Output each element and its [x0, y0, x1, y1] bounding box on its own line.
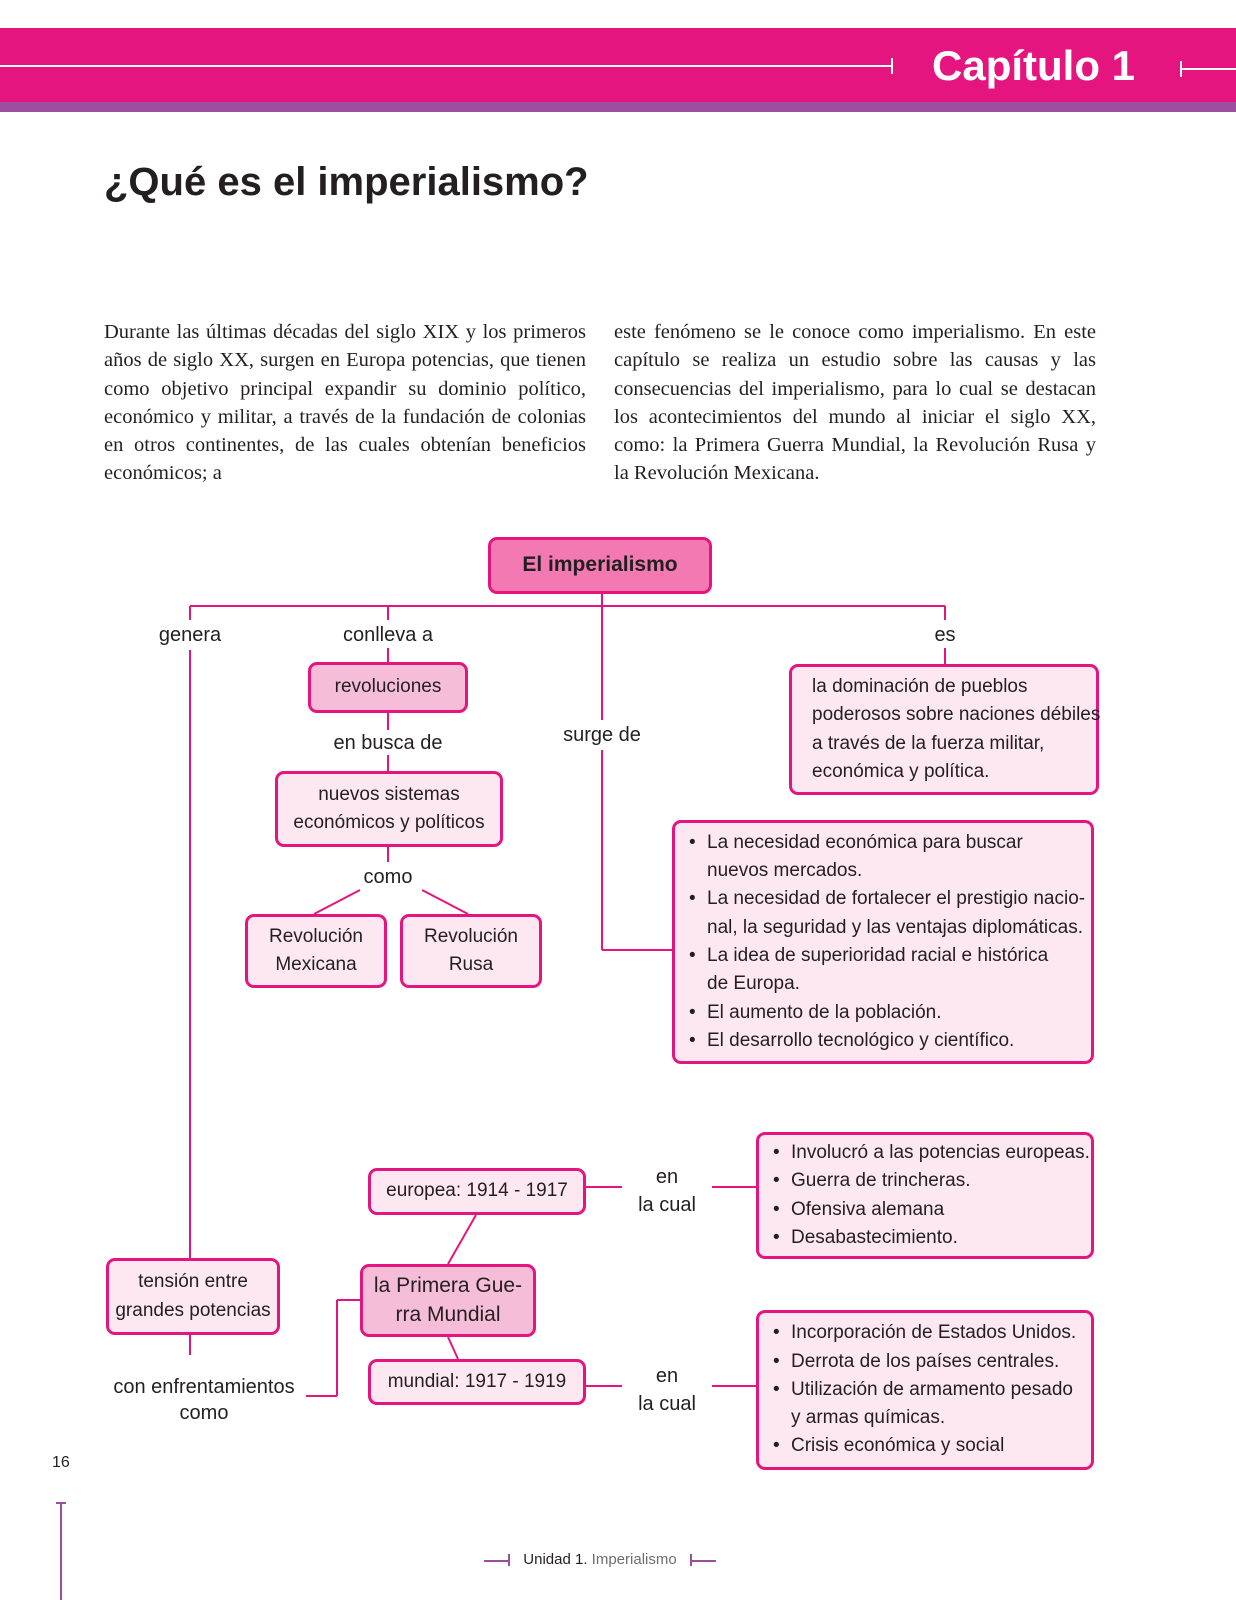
label-es: es — [934, 624, 956, 646]
node-nuevos-sistemas — [275, 771, 503, 847]
causa-item: • El aumento de la población. — [689, 999, 1091, 1027]
node-fase-europea — [368, 1168, 586, 1215]
node-tension-line-1: tensión entre — [138, 1271, 248, 1293]
node-guerra-line-1: la Primera Gue- — [373, 1274, 523, 1298]
hecho-item: • Involucró a las potencias europeas. — [773, 1139, 1091, 1167]
label-genera: genera — [158, 624, 222, 646]
hecho-item: • Desabastecimiento. — [773, 1224, 1091, 1252]
page-number: 16 — [52, 1454, 70, 1471]
footer-topic: Imperialismo — [591, 1551, 677, 1568]
connector-como-rusa — [422, 890, 468, 914]
connector-guerra-mundial — [448, 1337, 458, 1359]
node-mexicana-line-1: Revolución — [269, 925, 363, 947]
node-fase-mundial — [368, 1359, 586, 1405]
label-en-cual-1-bottom: la cual — [638, 1194, 696, 1216]
mundial-hechos-list — [773, 1319, 1091, 1460]
node-revolucion-rusa — [400, 914, 542, 988]
node-revoluciones-label: revoluciones — [334, 676, 442, 698]
causa-item: • El desarrollo tecnológico y científico. — [689, 1027, 1091, 1055]
node-causas — [672, 820, 1094, 1064]
node-mexicana-line-2: Mexicana — [275, 954, 357, 975]
hecho-item: • Ofensiva alemana — [773, 1196, 1091, 1224]
intro-paragraph-left: Durante las últimas décadas del siglo XIX y los primeros años de siglo XX, surgen en Europa potencias, que tienen como objetivo principal expandir su dominio político, económico y militar, a través de la fundación de colonias en otros continentes, de las cuales obtenían beneficios económicos; a — [104, 321, 586, 485]
node-europea-hechos — [756, 1132, 1094, 1259]
label-enfrentamientos: con enfrentamientos — [113, 1376, 295, 1398]
node-rusa-line-1: Revolución — [424, 925, 518, 947]
footer — [480, 1548, 720, 1572]
root-node — [488, 537, 712, 594]
label-enfrentamientos-como: como — [179, 1402, 229, 1424]
margin-rule-tick — [56, 1502, 66, 1504]
causas-list — [689, 829, 1091, 1055]
chapter-title: Capítulo 1 — [932, 42, 1136, 89]
hecho-item: • Guerra de trincheras. — [773, 1167, 1091, 1195]
node-definicion-line-1: la dominación de pueblos — [812, 675, 1028, 697]
intro-paragraph-right: este fenómeno se le conoce como imperialismo. En este capítulo se realiza un estudio sobre las causas y las consecuencias del imperialismo, para lo cual se destacan los acontecimientos del mundo al iniciar el siglo XX, como: la Primera Guerra Mundial, la Revolución Rusa y la Revolución Mexicana. — [614, 321, 1096, 485]
hecho-item-continuation: y armas químicas. — [791, 1407, 946, 1429]
label-como: como — [363, 866, 413, 888]
label-busca: en busca de — [333, 732, 443, 754]
node-definicion-line-2: poderosos sobre naciones débiles — [812, 704, 1101, 726]
causa-item-continuation: nuevos mercados. — [707, 860, 863, 882]
europea-hechos-list — [773, 1139, 1091, 1252]
causa-item: • La idea de superioridad racial e histórica — [689, 942, 1091, 970]
hecho-item: • Crisis económica y social — [773, 1432, 1091, 1460]
label-surge: surge de — [563, 724, 641, 746]
connector-guerra-europea — [448, 1215, 476, 1264]
node-definicion-line-3: a través de la fuerza militar, — [812, 732, 1045, 754]
causa-item: • La necesidad de fortalecer el prestigio nacio- — [689, 885, 1091, 913]
root-node-label: El imperialismo — [522, 553, 678, 577]
node-fase-mundial-label: mundial: 1917 - 1919 — [387, 1370, 567, 1392]
causa-item: • La necesidad económica para buscar — [689, 829, 1091, 857]
node-sistemas-line-2: económicos y políticos — [293, 812, 485, 833]
node-rusa-line-2: Rusa — [448, 954, 494, 975]
label-conlleva: conlleva a — [342, 624, 434, 646]
causa-item-continuation: de Europa. — [707, 973, 800, 995]
node-mundial-hechos — [756, 1310, 1094, 1470]
page-title: ¿Qué es el imperialismo? — [104, 160, 589, 204]
margin-rule — [60, 1502, 62, 1600]
connector-como-mexicana — [314, 890, 360, 914]
node-fase-europea-label: europea: 1914 - 1917 — [386, 1180, 568, 1202]
footer-unit: Unidad 1. — [523, 1551, 588, 1568]
hecho-item: • Derrota de los países centrales. — [773, 1348, 1091, 1376]
causa-item-continuation: nal, la seguridad y las ventajas diplomáticas. — [707, 916, 1083, 938]
node-revoluciones — [308, 662, 468, 713]
node-sistemas-line-1: nuevos sistemas — [318, 783, 460, 805]
node-definicion — [789, 664, 1099, 795]
label-en-cual-2-bottom: la cual — [638, 1393, 696, 1415]
node-tension-line-2: grandes potencias — [115, 1299, 271, 1321]
node-definicion-line-4: económica y política. — [812, 760, 990, 782]
node-guerra-line-2: rra Mundial — [395, 1302, 501, 1326]
hecho-item: • Utilización de armamento pesado — [773, 1376, 1091, 1404]
label-en-cual-2-top: en — [655, 1365, 679, 1387]
hecho-item: • Incorporación de Estados Unidos. — [773, 1319, 1091, 1347]
node-primera-guerra — [360, 1264, 536, 1337]
node-tension — [106, 1258, 280, 1335]
node-revolucion-mexicana — [245, 914, 387, 988]
label-en-cual-1-top: en — [655, 1166, 679, 1188]
